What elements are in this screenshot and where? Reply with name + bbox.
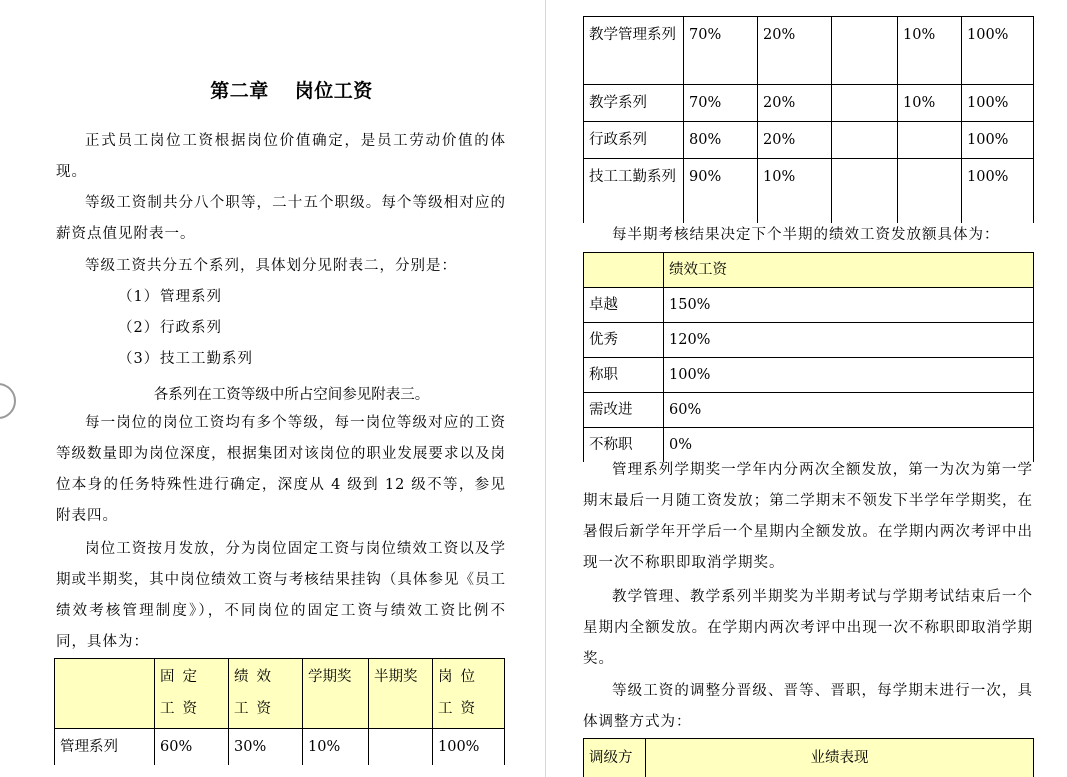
table-cell	[898, 122, 962, 159]
table-cell: 10%	[898, 85, 962, 122]
table-cell: 教学系列	[584, 85, 684, 122]
table-cell: 称职	[584, 358, 664, 393]
paragraph-3: 等级工资共分五个系列，具体划分见附表二，分别是：	[85, 258, 457, 274]
adjustment-table	[583, 738, 1034, 777]
table-cell: 10%	[758, 159, 832, 223]
paragraph-2: 等级工资制共分八个职等，二十五个职级。每个等级相对应的薪资点值见附表一。	[56, 195, 506, 242]
table-row	[584, 323, 1034, 358]
list-number: （1）	[118, 289, 160, 305]
perf-intro: 每半期考核结果决定下个半期的绩效工资发放额具体为：	[612, 227, 1000, 243]
table-cell: 100%	[664, 358, 1034, 393]
list-text: 行政系列	[160, 320, 222, 336]
table-cell: 60%	[155, 729, 229, 766]
table-header-cell: 业绩表现	[646, 739, 1034, 777]
table-cell	[832, 159, 898, 223]
table-row	[55, 729, 505, 766]
table-cell: 管理系列	[55, 729, 155, 766]
table-cell: 0%	[664, 428, 1034, 463]
table-cell: 技工工勤系列	[584, 159, 684, 223]
table-cell: 20%	[758, 122, 832, 159]
performance-pay-table	[583, 252, 1034, 462]
paragraph-adjustment: 等级工资的调整分晋级、晋等、晋职，每学期末进行一次，具体调整方式为：	[583, 683, 1033, 730]
table-row	[584, 85, 1034, 122]
table-row	[584, 122, 1034, 159]
table-header-cell: 半期奖	[369, 659, 433, 729]
table-cell	[832, 122, 898, 159]
list-number: （3）	[118, 351, 160, 367]
table-cell: 80%	[684, 122, 758, 159]
table-header-cell: 学期奖	[303, 659, 369, 729]
paragraph-1: 正式员工岗位工资根据岗位价值确定，是员工劳动价值的体现。	[56, 133, 506, 180]
chapter-title	[0, 76, 545, 103]
table-header-cell: 调级方	[584, 739, 646, 777]
table-row	[584, 17, 1034, 85]
table-cell: 100%	[962, 122, 1034, 159]
table-header-row	[55, 659, 505, 729]
table-cell: 60%	[664, 393, 1034, 428]
list-text: 管理系列	[160, 289, 222, 305]
list-item	[118, 313, 222, 344]
table-cell: 20%	[758, 85, 832, 122]
paragraph-5: 每一岗位的岗位工资均有多个等级，每一岗位等级对应的工资等级数量即为岗位深度，根据集团对该岗位的职业发展要求以及岗位本身的任务特殊性进行确定，深度从 4 级到 12 级不等，参见附表四。	[56, 415, 506, 524]
table-cell	[832, 17, 898, 85]
table-cell: 100%	[962, 85, 1034, 122]
paragraph-4: 各系列在工资等级中所占空间参见附表三。	[153, 387, 430, 403]
table-cell	[832, 85, 898, 122]
table-cell: 90%	[684, 159, 758, 223]
table-cell: 150%	[664, 288, 1034, 323]
table-header-cell: 岗位工资	[433, 659, 505, 729]
table-row	[584, 159, 1034, 223]
list-text: 技工工勤系列	[160, 351, 253, 367]
table-cell: 10%	[303, 729, 369, 766]
table-cell	[898, 159, 962, 223]
table-cell: 70%	[684, 85, 758, 122]
table-cell: 10%	[898, 17, 962, 85]
table-header-cell: 绩效工资	[229, 659, 303, 729]
list-item	[118, 344, 253, 375]
table-cell: 不称职	[584, 428, 664, 463]
table-cell: 卓越	[584, 288, 664, 323]
salary-ratio-table	[54, 658, 505, 765]
table-row	[584, 358, 1034, 393]
table-header-cell	[584, 253, 664, 288]
list-item	[118, 282, 222, 313]
chapter-number: 第二章	[210, 80, 269, 102]
table-cell: 30%	[229, 729, 303, 766]
table-header-cell	[55, 659, 155, 729]
table-header-cell: 绩效工资	[664, 253, 1034, 288]
table-cell: 70%	[684, 17, 758, 85]
table-cell: 100%	[962, 159, 1034, 223]
salary-ratio-table-continued	[583, 16, 1034, 223]
table-cell: 100%	[433, 729, 505, 766]
table-cell: 优秀	[584, 323, 664, 358]
paragraph-6: 岗位工资按月发放，分为岗位固定工资与岗位绩效工资以及学期或半期奖，其中岗位绩效工资与考核结果挂钩（具体参见《员工绩效考核管理制度》），不同岗位的固定工资与绩效工资比例不同，具体为：	[56, 541, 506, 650]
table-cell: 需改进	[584, 393, 664, 428]
table-cell: 教学管理系列	[584, 17, 684, 85]
table-row	[584, 288, 1034, 323]
table-header-row	[584, 253, 1034, 288]
table-header-cell: 固定工资	[155, 659, 229, 729]
list-number: （2）	[118, 320, 160, 336]
table-cell: 120%	[664, 323, 1034, 358]
table-row	[584, 393, 1034, 428]
table-header-row	[584, 739, 1034, 777]
table-cell: 行政系列	[584, 122, 684, 159]
table-cell: 20%	[758, 17, 832, 85]
table-cell	[369, 729, 433, 766]
table-cell: 100%	[962, 17, 1034, 85]
chapter-name: 岗位工资	[294, 80, 373, 102]
paragraph-bonus-teaching: 教学管理、教学系列半期奖为半期考试与学期考试结束后一个星期内全额发放。在学期内两次考评中出现一次不称职即取消学期奖。	[583, 589, 1033, 667]
paragraph-bonus-management: 管理系列学期奖一学年内分两次全额发放，第一为次为第一学期末最后一月随工资发放；第二学期末不领发下半学年学期奖，在暑假后新学年开学后一个星期内全额发放。在学期内两次考评中出现一次不称职即取消学期奖。	[583, 462, 1033, 571]
